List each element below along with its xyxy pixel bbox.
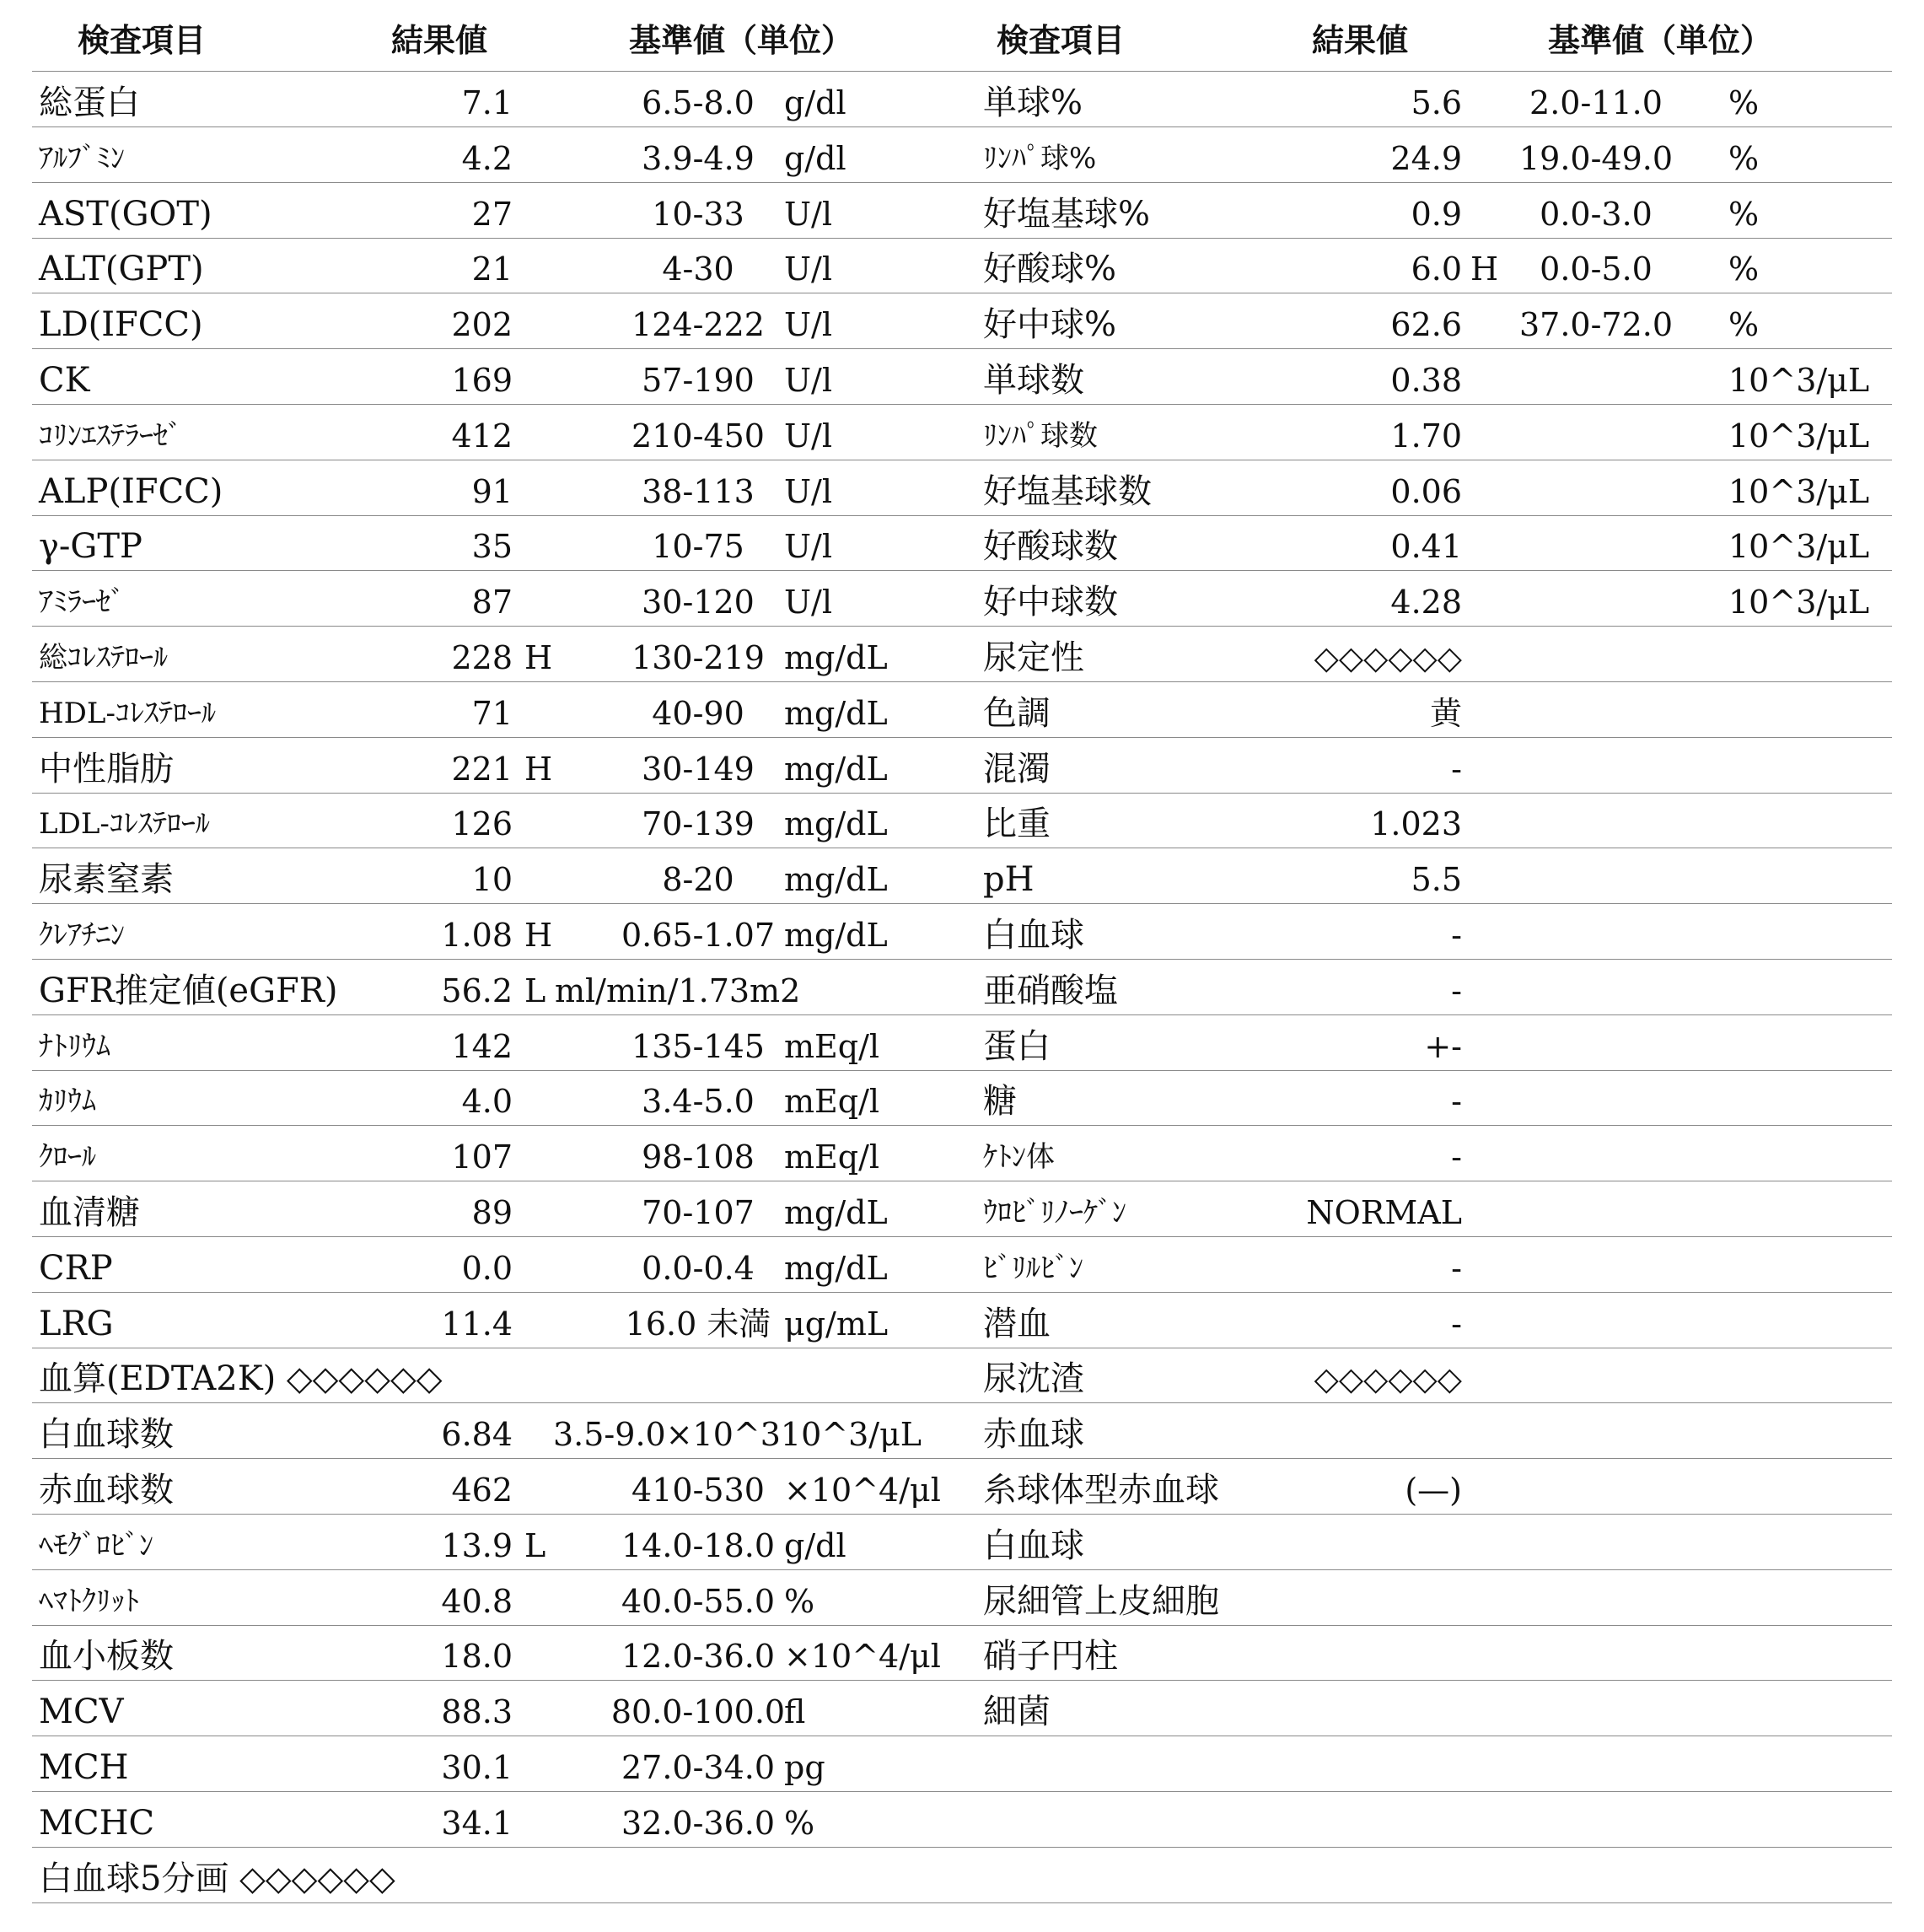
left-result-value: 87 <box>471 584 513 622</box>
left-result-value: 142 <box>451 1027 513 1065</box>
right-reference-range: 37.0-72.0 <box>1518 306 1674 344</box>
right-result-value: 4.28 <box>1390 584 1462 622</box>
table-row <box>32 239 1892 293</box>
table-row <box>32 128 1892 183</box>
table-row <box>32 516 1892 571</box>
table-row <box>32 184 1892 239</box>
left-unit: mg/dL <box>784 750 888 788</box>
table-row <box>32 849 1892 904</box>
left-unit: mg/dL <box>784 917 888 954</box>
left-unit: fl <box>784 1693 806 1731</box>
left-reference-range: 27.0-34.0 <box>621 1749 776 1786</box>
right-item-name: 尿定性 <box>983 638 1084 677</box>
table-row <box>32 1849 1892 1903</box>
table-row <box>32 1460 1892 1515</box>
left-result-value: 169 <box>451 362 513 399</box>
right-item-name: 好中球数 <box>983 583 1118 622</box>
left-item-name: ALT(GPT) <box>39 250 204 289</box>
right-unit: % <box>1728 250 1760 288</box>
left-unit: g/dl <box>784 139 846 177</box>
left-unit: pg <box>784 1749 825 1786</box>
right-item-name: 単球数 <box>983 361 1084 400</box>
right-item-name: 比重 <box>983 805 1051 844</box>
right-unit: % <box>1728 84 1760 121</box>
left-reference-range: 0.0-0.4 <box>642 1249 755 1287</box>
left-ref-header: 基準値（単位） <box>629 22 854 59</box>
right-item-name: pH <box>983 860 1035 900</box>
left-unit: mEq/l <box>784 1138 880 1176</box>
left-result-value: 71 <box>471 694 513 732</box>
left-reference-range: 0.65-1.07 <box>621 917 776 954</box>
left-item-header: 検査項目 <box>78 22 207 59</box>
right-result-value: 24.9 <box>1390 139 1462 177</box>
left-unit: mg/dL <box>784 805 888 843</box>
left-result-value: 88.3 <box>441 1693 513 1731</box>
left-unit: mg/dL <box>784 694 888 732</box>
left-reference-range: 8-20 <box>662 861 734 899</box>
right-result-value: (—) <box>1405 1472 1462 1509</box>
right-result-value: 0.9 <box>1411 195 1462 233</box>
left-item-name: ｸﾚｱﾁﾆﾝ <box>39 918 125 952</box>
table-row <box>32 627 1892 682</box>
right-unit: % <box>1728 306 1760 344</box>
left-reference-range: 4-30 <box>662 250 734 288</box>
right-result-value: 0.06 <box>1390 472 1462 510</box>
left-reference-range: ml/min/1.73m2 <box>555 971 801 1009</box>
right-result-value: 黄 <box>1429 694 1462 732</box>
table-row <box>32 461 1892 516</box>
left-reference-range: 12.0-36.0 <box>621 1638 776 1676</box>
left-unit: ×10^4/μl <box>784 1638 941 1676</box>
left-reference-range: 6.5-8.0 <box>642 84 755 121</box>
left-unit: mg/dL <box>784 639 888 676</box>
right-flag: H <box>1470 250 1499 288</box>
right-item-name: 糸球体型赤血球 <box>983 1471 1219 1510</box>
left-item-name: MCV <box>39 1693 124 1732</box>
right-result-header: 結果値 <box>1312 22 1409 59</box>
right-item-name: 色調 <box>983 693 1051 733</box>
table-row <box>32 1682 1892 1736</box>
right-item-name: 糖 <box>983 1082 1017 1122</box>
left-unit: ×10^4/μl <box>784 1472 941 1509</box>
left-item-name: 白血球数 <box>39 1415 174 1455</box>
left-item-name: CK <box>39 361 90 400</box>
right-result-value: - <box>1451 1083 1462 1121</box>
right-item-name: 単球% <box>983 83 1083 122</box>
left-result-value: 10 <box>471 861 513 899</box>
left-reference-range: 410-530 <box>631 1472 765 1509</box>
right-item-name: ﾋﾞﾘﾙﾋﾞﾝ <box>983 1251 1083 1285</box>
right-result-value: NORMAL <box>1306 1194 1462 1231</box>
left-unit: g/dl <box>784 1526 846 1564</box>
right-item-name: 細菌 <box>983 1693 1051 1732</box>
left-item-name: 血小板数 <box>39 1637 174 1676</box>
left-result-value: 6.84 <box>441 1416 513 1454</box>
right-item-name: 尿沈渣 <box>983 1359 1084 1399</box>
left-flag: L <box>524 1526 546 1564</box>
left-result-value: 4.2 <box>461 139 513 177</box>
right-item-name: 赤血球 <box>983 1415 1084 1455</box>
left-reference-range: 3.4-5.0 <box>642 1083 755 1121</box>
left-result-value: 202 <box>451 306 513 344</box>
right-result-value: ◇◇◇◇◇◇ <box>1314 1360 1462 1398</box>
table-row <box>32 1348 1892 1403</box>
right-item-name: ﾘﾝﾊﾟ球% <box>983 141 1097 175</box>
table-row <box>32 1737 1892 1792</box>
left-reference-range: 16.0 未満 <box>625 1305 771 1343</box>
right-ref-header: 基準値（単位） <box>1548 22 1773 59</box>
left-unit: mg/dL <box>784 1194 888 1231</box>
right-item-name: 蛋白 <box>983 1026 1051 1066</box>
left-result-value: 13.9 <box>441 1526 513 1564</box>
right-unit: 10^3/μL <box>1728 528 1870 566</box>
right-item-name: 尿細管上皮細胞 <box>983 1581 1219 1621</box>
right-result-value: 0.41 <box>1390 528 1462 566</box>
left-reference-range: 210-450 <box>631 417 765 455</box>
right-result-value: - <box>1451 917 1462 954</box>
table-row <box>32 1571 1892 1626</box>
table-row <box>32 406 1892 460</box>
table-row <box>32 739 1892 794</box>
left-item-name: ｶﾘｳﾑ <box>39 1084 96 1119</box>
left-result-value: 89 <box>471 1194 513 1231</box>
right-result-value: 1.70 <box>1390 417 1462 455</box>
left-item-name: 中性脂肪 <box>39 749 174 788</box>
table-row <box>32 1294 1892 1348</box>
left-result-value: 18.0 <box>441 1638 513 1676</box>
right-item-header: 検査項目 <box>997 22 1126 59</box>
left-reference-range: 57-190 <box>642 362 755 399</box>
right-result-value: 6.0 <box>1411 250 1462 288</box>
table-row <box>32 1793 1892 1848</box>
left-unit: U/l <box>784 417 832 455</box>
left-reference-range: 30-149 <box>642 750 755 788</box>
left-reference-range: 3.9-4.9 <box>642 139 755 177</box>
right-item-name: 好酸球数 <box>983 527 1118 567</box>
left-reference-range: 32.0-36.0 <box>621 1804 776 1842</box>
left-flag: L <box>524 971 546 1009</box>
left-result-value: 1.08 <box>441 917 513 954</box>
left-item-name: MCH <box>39 1748 129 1787</box>
left-unit: U/l <box>784 195 832 233</box>
left-item-name: 総ｺﾚｽﾃﾛｰﾙ <box>39 641 168 675</box>
right-unit: 10^3/μL <box>1728 584 1870 622</box>
left-item-name: ﾍﾓｸﾞﾛﾋﾞﾝ <box>39 1528 153 1563</box>
right-unit: 10^3/μL <box>1728 362 1870 399</box>
left-unit: % <box>784 1582 815 1620</box>
left-reference-range: 30-120 <box>642 584 755 622</box>
left-unit: mg/dL <box>784 1249 888 1287</box>
left-result-value: 34.1 <box>441 1804 513 1842</box>
table-row <box>32 350 1892 405</box>
left-unit: U/l <box>784 362 832 399</box>
left-result-value: 126 <box>451 805 513 843</box>
left-item-name: HDL-ｺﾚｽﾃﾛｰﾙ <box>39 696 216 730</box>
left-item-name: LD(IFCC) <box>39 305 203 345</box>
right-result-value: - <box>1451 1305 1462 1343</box>
right-item-name: 硝子円柱 <box>983 1637 1118 1676</box>
left-item-name: 総蛋白 <box>39 83 140 122</box>
right-result-value: 5.6 <box>1411 84 1462 121</box>
right-item-name: 白血球 <box>983 916 1084 955</box>
right-item-name: 好酸球% <box>983 250 1117 289</box>
left-unit: μg/mL <box>784 1305 889 1343</box>
left-unit: g/dl <box>784 84 846 121</box>
table-row <box>32 1626 1892 1681</box>
left-result-value: 7.1 <box>461 84 513 121</box>
right-result-value: - <box>1451 750 1462 788</box>
table-row <box>32 1071 1892 1126</box>
left-reference-range: 40.0-55.0 <box>621 1582 776 1620</box>
left-reference-range: 135-145 <box>631 1027 765 1065</box>
left-reference-range: 70-107 <box>642 1194 755 1231</box>
left-unit: U/l <box>784 528 832 566</box>
right-reference-range: 19.0-49.0 <box>1518 139 1674 177</box>
left-reference-range: 10-75 <box>652 528 744 566</box>
right-result-value: - <box>1451 1249 1462 1287</box>
left-item-name: 白血球5分画 ◇◇◇◇◇◇ <box>39 1859 395 1898</box>
right-unit: % <box>1728 139 1760 177</box>
right-item-name: 亜硝酸塩 <box>983 971 1118 1010</box>
left-result-value: 228 <box>451 639 513 676</box>
left-item-name: LRG <box>39 1304 114 1343</box>
table-row <box>32 683 1892 738</box>
left-item-name: 血清糖 <box>39 1193 140 1232</box>
left-result-value: 30.1 <box>441 1749 513 1786</box>
left-result-value: 462 <box>451 1472 513 1509</box>
left-item-name: 赤血球数 <box>39 1471 174 1510</box>
table-row <box>32 1404 1892 1459</box>
left-reference-range: 98-108 <box>642 1138 755 1176</box>
right-result-value: ◇◇◇◇◇◇ <box>1314 639 1462 676</box>
left-reference-range: 10-33 <box>652 195 744 233</box>
left-unit: U/l <box>784 306 832 344</box>
right-result-value: - <box>1451 971 1462 1009</box>
table-row <box>32 961 1892 1015</box>
left-item-name: ﾍﾏﾄｸﾘｯﾄ <box>39 1584 139 1618</box>
table-row <box>32 572 1892 627</box>
left-unit: mg/dL <box>784 861 888 899</box>
table-row <box>32 73 1892 127</box>
left-item-name: ｺﾘﾝｴｽﾃﾗｰｾﾞ <box>39 418 182 453</box>
right-result-value: 5.5 <box>1411 861 1462 899</box>
right-result-value: +- <box>1424 1027 1462 1065</box>
left-item-name: ｱﾙﾌﾞﾐﾝ <box>39 141 125 175</box>
left-item-name: CRP <box>39 1248 113 1288</box>
right-item-name: ｳﾛﾋﾞﾘﾉｰｹﾞﾝ <box>983 1196 1126 1230</box>
left-item-name: MCHC <box>39 1803 155 1843</box>
left-reference-range: 70-139 <box>642 805 755 843</box>
left-reference-range: 14.0-18.0 <box>621 1526 776 1564</box>
left-item-name: 血算(EDTA2K) ◇◇◇◇◇◇ <box>39 1359 443 1399</box>
table-row <box>32 1238 1892 1293</box>
left-reference-range: 80.0-100.0 <box>610 1693 786 1731</box>
right-item-name: 好中球% <box>983 305 1117 345</box>
left-flag: H <box>524 750 553 788</box>
left-result-header: 結果値 <box>391 22 488 59</box>
left-item-name: AST(GOT) <box>39 194 212 234</box>
left-result-value: 27 <box>471 195 513 233</box>
left-item-name: ALP(IFCC) <box>39 471 223 511</box>
right-result-value: 0.38 <box>1390 362 1462 399</box>
left-item-name: γ-GTP <box>39 527 142 567</box>
right-item-name: 好塩基球% <box>983 194 1151 234</box>
left-result-value: 35 <box>471 528 513 566</box>
table-row <box>32 905 1892 960</box>
right-result-value: - <box>1451 1138 1462 1176</box>
left-unit: U/l <box>784 250 832 288</box>
right-unit: % <box>1728 195 1760 233</box>
left-result-value: 56.2 <box>441 971 513 1009</box>
left-reference-range: 38-113 <box>642 472 755 510</box>
right-reference-range: 0.0-3.0 <box>1540 195 1653 233</box>
left-item-name: ｸﾛｰﾙ <box>39 1140 96 1175</box>
right-item-name: 白血球 <box>983 1526 1084 1565</box>
left-flag: H <box>524 639 553 676</box>
right-unit: 10^3/μL <box>1728 417 1870 455</box>
table-row <box>32 1515 1892 1570</box>
right-item-name: ｹﾄﾝ体 <box>983 1140 1055 1175</box>
right-item-name: 好塩基球数 <box>983 471 1152 511</box>
left-unit: mEq/l <box>784 1027 880 1065</box>
left-unit: mEq/l <box>784 1083 880 1121</box>
left-result-value: 107 <box>451 1138 513 1176</box>
left-result-value: 221 <box>451 750 513 788</box>
left-flag: H <box>524 917 553 954</box>
right-reference-range: 2.0-11.0 <box>1529 84 1663 121</box>
header-divider <box>32 71 1892 72</box>
left-result-value: 412 <box>451 417 513 455</box>
left-item-name: 尿素窒素 <box>39 860 174 900</box>
left-result-value: 4.0 <box>461 1083 513 1121</box>
left-item-name: ｱﾐﾗｰｾﾞ <box>39 585 125 620</box>
left-item-name: LDL-ｺﾚｽﾃﾛｰﾙ <box>39 807 210 842</box>
left-reference-range: 130-219 <box>631 639 765 676</box>
left-reference-range: 124-222 <box>631 306 765 344</box>
left-result-value: 40.8 <box>441 1582 513 1620</box>
right-unit: 10^3/μL <box>1728 472 1870 510</box>
left-result-value: 91 <box>471 472 513 510</box>
left-reference-range: 3.5-9.0×10^310^3/μL <box>553 1416 922 1454</box>
right-item-name: ﾘﾝﾊﾟ球数 <box>983 418 1098 453</box>
right-item-name: 混濁 <box>983 749 1051 788</box>
left-unit: U/l <box>784 584 832 622</box>
right-item-name: 潜血 <box>983 1304 1051 1343</box>
left-result-value: 0.0 <box>461 1249 513 1287</box>
table-row <box>32 1127 1892 1181</box>
left-item-name: GFR推定値(eGFR) <box>39 971 338 1010</box>
left-item-name: ﾅﾄﾘｳﾑ <box>39 1029 110 1063</box>
left-result-value: 11.4 <box>441 1305 513 1343</box>
table-row <box>32 1016 1892 1071</box>
table-row <box>32 294 1892 349</box>
right-result-value: 62.6 <box>1390 306 1462 344</box>
left-reference-range: 40-90 <box>652 694 744 732</box>
left-result-value: 21 <box>471 250 513 288</box>
table-row <box>32 1182 1892 1237</box>
left-unit: U/l <box>784 472 832 510</box>
left-unit: % <box>784 1804 815 1842</box>
right-result-value: 1.023 <box>1370 805 1462 843</box>
right-reference-range: 0.0-5.0 <box>1540 250 1653 288</box>
table-row <box>32 794 1892 848</box>
